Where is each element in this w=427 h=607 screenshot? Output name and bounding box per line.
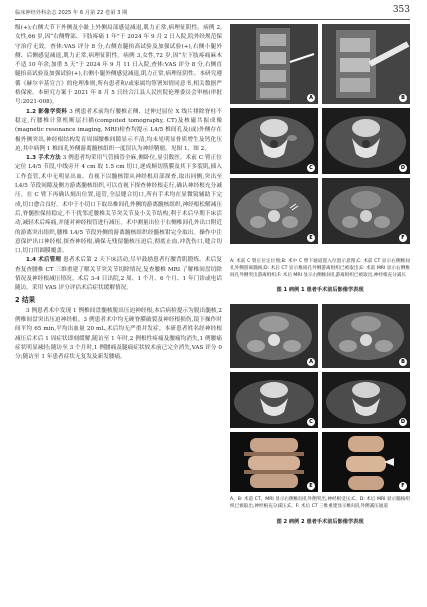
ct-3d-reconstruction-image bbox=[230, 432, 318, 492]
paragraph-results: 3 例患者术中发现 1 例椎间盘髓核脱出压迫神经根,本后病检提示为脱出髓核,2 例椎间盘突出压迫神经根。3 例患者术中均无硬脊膜破裂及神经根损伤,镜下操作时间平均 65 min,平均出血量 20 mL,术后均无严重并发症。本研患者姓名经神经根减压后术后 1 周症状即刻缓解,随访至 1 年时,2 例根性疼痛及腰痛均消失,1 例腰痛症状明显减轻;随访至 3 个月时,1 例腰痛及腿痛症状较术前已完全消失,VAS 评分 0 分;随访至 1 年患者症状无复发及新发腰痛。 bbox=[15, 307, 222, 361]
section-heading-surgery: 1.3 手术方法 bbox=[26, 155, 61, 162]
figure1-label-e: E bbox=[307, 234, 315, 242]
figure2-panel-c-ct bbox=[230, 372, 318, 428]
figure2-title: 图 2 病例 2 患者手术前后影像学表现 bbox=[276, 519, 364, 525]
ct-3d-reconstruction-image bbox=[322, 432, 410, 492]
paragraph-case-report: 级(+);右侧大节下外侧及小趾上外侧局部感觉减退,肌力正常,病理征阴性。病例 2,女性,66 岁,因“右侧臀部、下肢疼痛 1 年”于 2024 年 9 月 2 日入院,院外经规范保守治疗无效。查体:VAS 评分 8 分,右侧直腿抬高试验及加强试验(+),右侧小腿外侧、后侧感觉减退,肌力正常,病理征阴性。病例 3,女性,72 岁,因“左下肢疼痛麻木不适 10 年余,加重 5 天”于 2024 年 9 月 11 日入院,查体:VAS 评分 8 分,右侧直腿抬高试验及加强试验(+),右侧小腿外侧感觉减退,肌力正常,病理征阴性。本研究遵循《赫尔辛基宣言》的伦理准则,所有患者和/或家属均签署知情同意书,相关数据严格保密。本研究方案于 2021 年 8 月 5 日经合江县人民医院伦理委员会审核(审批号:2021-008)。 bbox=[15, 25, 222, 106]
figure2-label-a: A bbox=[307, 358, 315, 366]
figure-2 bbox=[230, 304, 410, 525]
figure-1 bbox=[230, 24, 410, 256]
figure1-panel-c-ct bbox=[230, 108, 318, 174]
figure2-panel-a-mri bbox=[230, 304, 318, 368]
left-text-column bbox=[15, 24, 222, 362]
figure1-label-f: F bbox=[399, 234, 407, 242]
mri-image bbox=[230, 178, 318, 244]
mri-image bbox=[322, 178, 410, 244]
paragraph-postop bbox=[15, 256, 222, 293]
figure2-label-f: F bbox=[399, 482, 407, 490]
figure1-caption: A: 术前 C 臂正位定位图;B: 术中 C 臂下通道置入位置示意图;C: 术前 CT 显示右侧椎间孔外侧游离髓核;D: 术后 CT 显示椎间孔外侧游离组织已被取出;E: 术前 MRI 显示右侧椎间孔外侧突出游离组织;F: 术后 MRI 显示右侧椎间孔游离组织已被取出,神经根充分减压 bbox=[230, 259, 410, 278]
page-number: 353 bbox=[392, 5, 410, 15]
section-heading-imaging: 1.2 影像学资料 bbox=[26, 108, 68, 115]
paragraph-imaging bbox=[15, 108, 222, 154]
figure2-caption: A、B: 术前 CT、MRI 显示右侧椎间孔外侧突出,神经根受压;C、D: 术后 MRI 显示髓核组织已被取出,神经根充分减压;E、F: 术后 CT 三维重建显示椎间孔外侧减压通道 bbox=[230, 497, 410, 509]
figure1-panel-b-xray bbox=[322, 24, 410, 104]
figure1-panel-a-xray bbox=[230, 24, 318, 104]
figure2-label-c: C bbox=[307, 418, 315, 426]
running-head: 临床神经外科杂志 2025 年 6 月第 22 卷第 3 期 bbox=[15, 10, 128, 16]
figure1-label-c: C bbox=[307, 164, 315, 172]
figure1-panel-d-ct bbox=[322, 108, 410, 174]
section-heading-postop: 1.4 术后管理 bbox=[26, 257, 62, 264]
figure1-panel-e-mri bbox=[230, 178, 318, 244]
ct-image bbox=[230, 372, 318, 428]
header-rule bbox=[15, 19, 410, 20]
ct-image bbox=[322, 372, 410, 428]
figure2-label-b: B bbox=[399, 358, 407, 366]
figure2-panel-b-mri bbox=[322, 304, 410, 368]
figure2-label-d: D bbox=[400, 419, 406, 425]
section-heading-results: 2 结果 bbox=[15, 295, 36, 304]
figure2-panel-d-ct bbox=[322, 372, 410, 428]
figure2-panel-e-3d bbox=[230, 432, 318, 492]
mri-image bbox=[230, 304, 318, 368]
mri-image bbox=[322, 304, 410, 368]
paragraph-postop-text: 患者术后第 2 天下床活动,尽早鼓励患者行腰背肌锻炼。术后复查复查腰椎 CT 三维重建了解关节突关节切除情况,复查腰椎 MRI 了解椎间盘切除情况及神经根减压情况。术后 3-4 日出院,2 周、1 个月、6 个月、1 年门诊或电话随访。采用 VAS 评分评估术后症状缓解情况。 bbox=[15, 257, 222, 292]
figure1-title: 图 1 病例 1 患者手术前后影像学表现 bbox=[276, 287, 364, 293]
paragraph-imaging-text: 3 例患者术前均行腰椎正侧、过伸过屈位 X 线片排除脊柱不稳定,行腰椎计算机断层扫描(computed tomography, CT)及核磁共振成像(magnetic resonance imaging, MRI)检查均提示 L4/5 椎间孔及(或)外侧存在极外侧突出,神经根结构发育周围腰椎间隙显示不清,均未见明显骨质增生及钙化压迫,其中病例 1 椎间孔外侧游离髓核组织一度误认为神经鞘瘤。见图 1、图 2。 bbox=[15, 108, 223, 152]
figure1-label-b: B bbox=[399, 94, 407, 102]
figure1-panel-f-mri bbox=[322, 178, 410, 244]
xray-image bbox=[230, 24, 318, 104]
ct-image bbox=[322, 108, 410, 174]
figure1-label-a: A bbox=[307, 94, 315, 102]
ct-image bbox=[230, 108, 318, 174]
xray-image bbox=[322, 24, 410, 104]
figure2-label-e: E bbox=[307, 482, 315, 490]
figure1-label-d: D bbox=[400, 165, 406, 171]
figure2-panel-f-3d bbox=[322, 432, 410, 492]
paragraph-surgery bbox=[15, 154, 222, 256]
paragraph-surgery-text: 3 例患者均采用气管插管全麻,侧卧位,显引数医。术前 C 臂正位定位 L4/5 节段,中线旁开 4 cm 取 1.5 cm 切口,逐成顺切筋膜及其下多裂肌,插入工作套管,术中无明显出血。直视下以髓核钳从神经根肩部探查,取出同侧,突出至 L4/5 节段间隙及侧方游离髓核组织,可以直视下探查神经根走行,确认神经根充分减压。在 C 臂下再确认刻出位置,退管,全层缝合切口,所有手术均在显微镜辅助下完成,切口愈合良好。术中于小切口下取出椎间孔外侧的游离髓核组织,神经根松解减压后,脊髓腔保持稳定,不干扰邻近腰椎关节突关节及小关节结构,利于术后早期下床活动,减轻术后疼痛,并能对神经根管进行减压。术中测量出位于右侧椎间孔外出口附近的游离突出组织,腰椎 L4/5 节段外侧的游离髓核组织经髓核钳完全取出。操作中注意保护出口神经根,探查神经根,确保无残留髓核压迫后,彻底止血,冲洗伤口,缝合切口,切口用圆膜覆盖。 bbox=[15, 155, 222, 255]
